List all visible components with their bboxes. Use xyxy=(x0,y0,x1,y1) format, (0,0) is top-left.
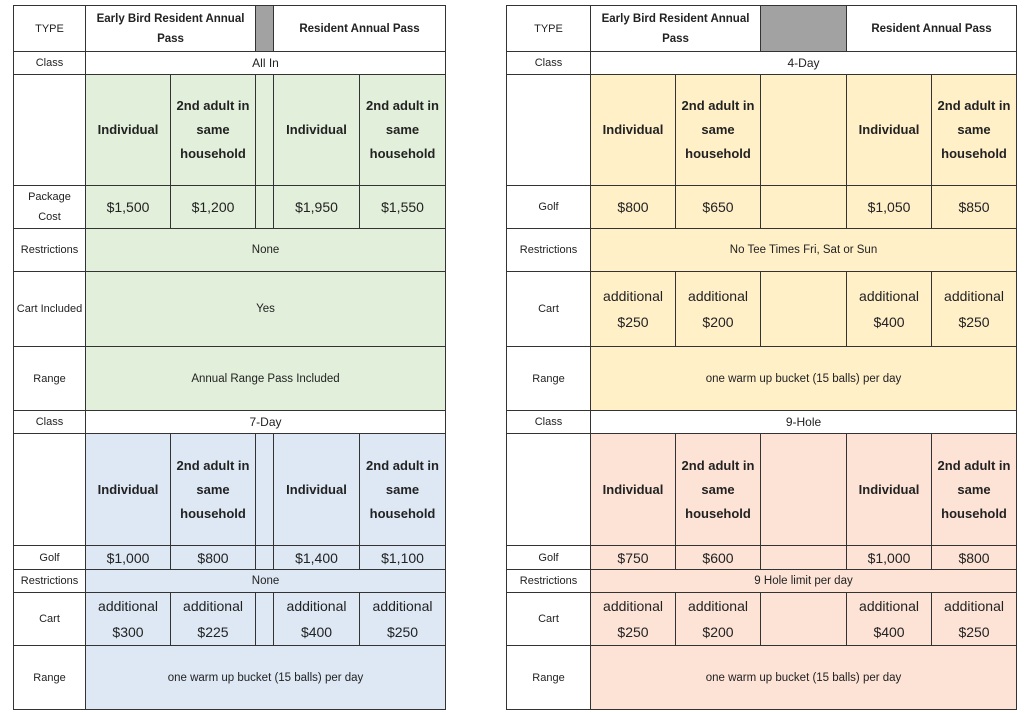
subheader-second-adult: 2nd adult in same household xyxy=(676,75,761,186)
empty-label xyxy=(14,434,86,546)
range-value: one warm up bucket (15 balls) per day xyxy=(86,646,446,710)
spacer-cell xyxy=(761,75,847,186)
subheader-individual: Individual xyxy=(86,434,171,546)
subheader-second-adult: 2nd adult in same household xyxy=(360,434,446,546)
class-value: All In xyxy=(86,52,446,75)
cost-value: $1,050 xyxy=(847,186,932,229)
cost-label: Package Cost xyxy=(14,186,86,229)
subheader-individual: Individual xyxy=(591,75,676,186)
cart-label: Cart Included xyxy=(14,272,86,347)
subheader-individual: Individual xyxy=(847,434,932,546)
cost-value: $1,400 xyxy=(274,546,360,570)
subheader-second-adult: 2nd adult in same household xyxy=(932,75,1017,186)
restrictions-value: No Tee Times Fri, Sat or Sun xyxy=(591,229,1017,272)
class-label: Class xyxy=(14,411,86,434)
header-spacer xyxy=(256,6,274,52)
resident-header: Resident Annual Pass xyxy=(274,6,446,52)
restrictions-label: Restrictions xyxy=(14,229,86,272)
subheader-second-adult: 2nd adult in same household xyxy=(360,75,446,186)
spacer-cell xyxy=(761,434,847,546)
subheader-individual: Individual xyxy=(274,75,360,186)
cost-value: $800 xyxy=(591,186,676,229)
cart-value: additional $250 xyxy=(932,593,1017,646)
cost-value: $1,550 xyxy=(360,186,446,229)
type-label: TYPE xyxy=(507,6,591,52)
restrictions-label: Restrictions xyxy=(14,570,86,593)
early-bird-header: Early Bird Resident Annual Pass xyxy=(591,6,761,52)
empty-label xyxy=(507,434,591,546)
class-value: 9-Hole xyxy=(591,411,1017,434)
spacer-cell xyxy=(256,434,274,546)
subheader-second-adult: 2nd adult in same household xyxy=(171,434,256,546)
cart-label: Cart xyxy=(14,593,86,646)
cost-value: $1,100 xyxy=(360,546,446,570)
cost-value: $800 xyxy=(932,546,1017,570)
cart-value: additional $250 xyxy=(360,593,446,646)
restrictions-value: None xyxy=(86,229,446,272)
cost-value: $600 xyxy=(676,546,761,570)
subheader-second-adult: 2nd adult in same household xyxy=(171,75,256,186)
spacer-cell xyxy=(256,593,274,646)
spacer-cell xyxy=(256,546,274,570)
cost-value: $1,000 xyxy=(86,546,171,570)
cart-value: additional $250 xyxy=(591,593,676,646)
subheader-second-adult: 2nd adult in same household xyxy=(932,434,1017,546)
cost-label: Golf xyxy=(507,546,591,570)
cost-value: $850 xyxy=(932,186,1017,229)
cost-value: $1,500 xyxy=(86,186,171,229)
empty-label xyxy=(507,75,591,186)
range-label: Range xyxy=(14,347,86,411)
spacer-cell xyxy=(761,546,847,570)
spacer-cell xyxy=(761,593,847,646)
cost-value: $750 xyxy=(591,546,676,570)
resident-header: Resident Annual Pass xyxy=(847,6,1017,52)
spacer-cell xyxy=(761,272,847,347)
class-label: Class xyxy=(14,52,86,75)
subheader-individual: Individual xyxy=(591,434,676,546)
cost-value: $1,200 xyxy=(171,186,256,229)
cart-value: Yes xyxy=(86,272,446,347)
class-label: Class xyxy=(507,411,591,434)
cart-label: Cart xyxy=(507,593,591,646)
restrictions-value: 9 Hole limit per day xyxy=(591,570,1017,593)
cart-value: additional $200 xyxy=(676,272,761,347)
cart-value: additional $200 xyxy=(676,593,761,646)
subheader-individual: Individual xyxy=(847,75,932,186)
range-value: one warm up bucket (15 balls) per day xyxy=(591,646,1017,710)
right-pricing-table xyxy=(506,5,1017,710)
cart-value: additional $225 xyxy=(171,593,256,646)
cost-value: $1,950 xyxy=(274,186,360,229)
cart-value: additional $400 xyxy=(274,593,360,646)
cart-value: additional $300 xyxy=(86,593,171,646)
left-pricing-table xyxy=(13,5,446,710)
subheader-individual: Individual xyxy=(86,75,171,186)
range-label: Range xyxy=(507,646,591,710)
class-label: Class xyxy=(507,52,591,75)
range-label: Range xyxy=(14,646,86,710)
range-label: Range xyxy=(507,347,591,411)
early-bird-header: Early Bird Resident Annual Pass xyxy=(86,6,256,52)
subheader-individual: Individual xyxy=(274,434,360,546)
restrictions-label: Restrictions xyxy=(507,229,591,272)
spacer-cell xyxy=(256,75,274,186)
range-value: one warm up bucket (15 balls) per day xyxy=(591,347,1017,411)
cart-value: additional $250 xyxy=(932,272,1017,347)
cart-value: additional $250 xyxy=(591,272,676,347)
header-spacer xyxy=(761,6,847,52)
cart-value: additional $400 xyxy=(847,593,932,646)
restrictions-value: None xyxy=(86,570,446,593)
class-value: 4-Day xyxy=(591,52,1017,75)
class-value: 7-Day xyxy=(86,411,446,434)
restrictions-label: Restrictions xyxy=(507,570,591,593)
spacer-cell xyxy=(256,186,274,229)
cart-label: Cart xyxy=(507,272,591,347)
subheader-second-adult: 2nd adult in same household xyxy=(676,434,761,546)
type-label: TYPE xyxy=(14,6,86,52)
cost-label: Golf xyxy=(14,546,86,570)
cost-value: $800 xyxy=(171,546,256,570)
range-value: Annual Range Pass Included xyxy=(86,347,446,411)
spacer-cell xyxy=(761,186,847,229)
cart-value: additional $400 xyxy=(847,272,932,347)
cost-value: $650 xyxy=(676,186,761,229)
cost-value: $1,000 xyxy=(847,546,932,570)
empty-label xyxy=(14,75,86,186)
cost-label: Golf xyxy=(507,186,591,229)
